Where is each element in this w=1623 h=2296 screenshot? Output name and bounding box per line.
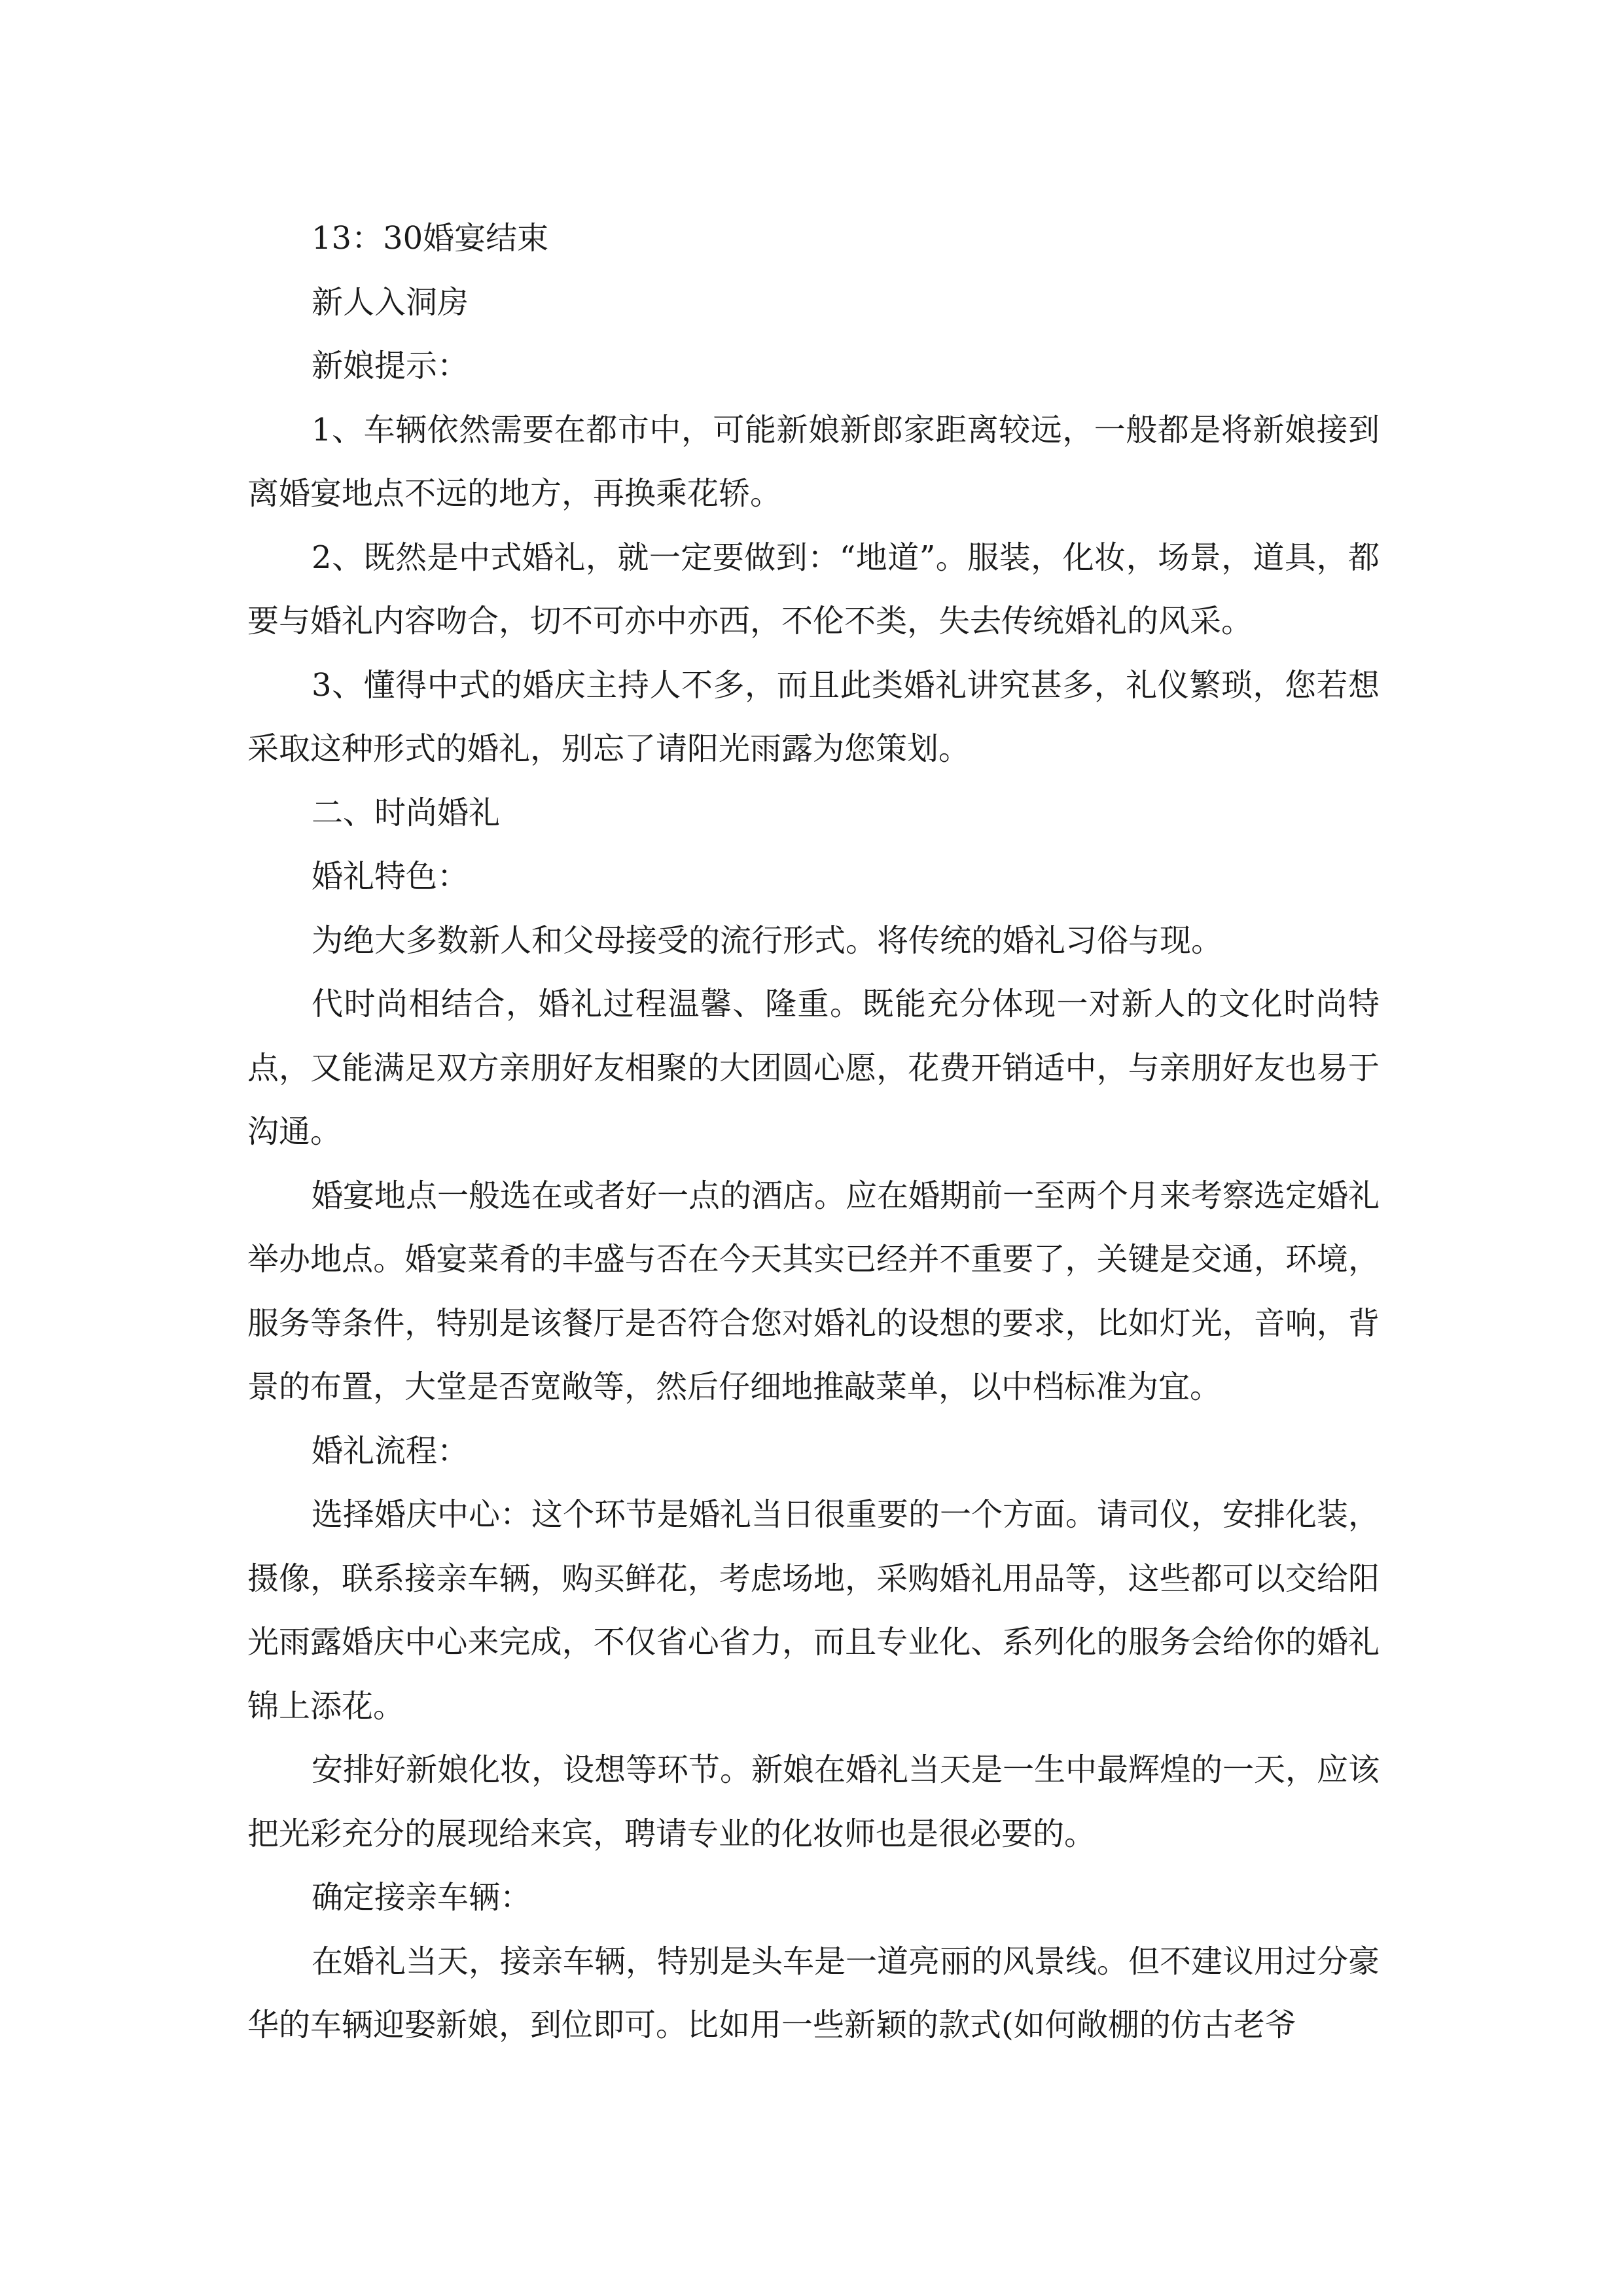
paragraph: 在婚礼当天，接亲车辆，特别是头车是一道亮丽的风景线。但不建议用过分豪华的车辆迎娶新娘，到位即可。比如用一些新颖的款式(如何敞棚的仿古老爷 (247, 1943, 1380, 2043)
document-body (247, 207, 1380, 2058)
section-heading: 二、时尚婚礼 (312, 794, 501, 831)
paragraph: 婚宴地点一般选在或者好一点的酒店。应在婚期前一至两个月来考察选定婚礼举办地点。婚宴菜肴的丰盛与否在今天其实已经并不重要了，关键是交通，环境，服务等条件，特别是该餐厅是否符合您对婚礼的设想的要求，比如灯光，音响，背景的布置，大堂是否宽敞等，然后仔细地推敲菜单，以中档标准为宜。 (247, 1177, 1380, 1405)
paragraph: 2、既然是中式婚礼，就一定要做到：“地道”。服装，化妆，场景，道具，都要与婚礼内容吻合，切不可亦中亦西，不伦不类，失去传统婚礼的风采。 (247, 539, 1380, 639)
paragraph: 婚礼流程： (312, 1432, 469, 1469)
paragraph: 3、懂得中式的婚庆主持人不多，而且此类婚礼讲究甚多，礼仪繁琐，您若想采取这种形式的婚礼，别忘了请阳光雨露为您策划。 (247, 666, 1380, 767)
paragraph: 为绝大多数新人和父母接受的流行形式。将传统的婚礼习俗与现。 (312, 922, 1223, 959)
paragraph: 婚礼特色： (312, 858, 469, 895)
paragraph: 选择婚庆中心：这个环节是婚礼当日很重要的一个方面。请司仪，安排化装，摄像，联系接亲车辆，购买鲜花，考虑场地，采购婚礼用品等，这些都可以交给阳光雨露婚庆中心来完成，不仅省心省力，而且专业化、系列化的服务会给你的婚礼锦上添花。 (247, 1496, 1380, 1725)
paragraph: 确定接亲车辆： (312, 1879, 532, 1916)
paragraph: 新人入洞房 (312, 283, 469, 321)
paragraph: 新娘提示： (312, 348, 469, 384)
paragraph: 13：30婚宴结束 (312, 220, 549, 257)
paragraph: 1、车辆依然需要在都市中，可能新娘新郎家距离较远，一般都是将新娘接到离婚宴地点不远的地方，再换乘花轿。 (247, 411, 1380, 512)
paragraph: 代时尚相结合，婚礼过程温馨、隆重。既能充分体现一对新人的文化时尚特点，又能满足双方亲朋好友相聚的大团圆心愿，花费开销适中，与亲朋好友也易于沟通。 (247, 986, 1380, 1150)
paragraph: 安排好新娘化妆，设想等环节。新娘在婚礼当天是一生中最辉煌的一天，应该把光彩充分的展现给来宾，聘请专业的化妆师也是很必要的。 (247, 1751, 1380, 1852)
